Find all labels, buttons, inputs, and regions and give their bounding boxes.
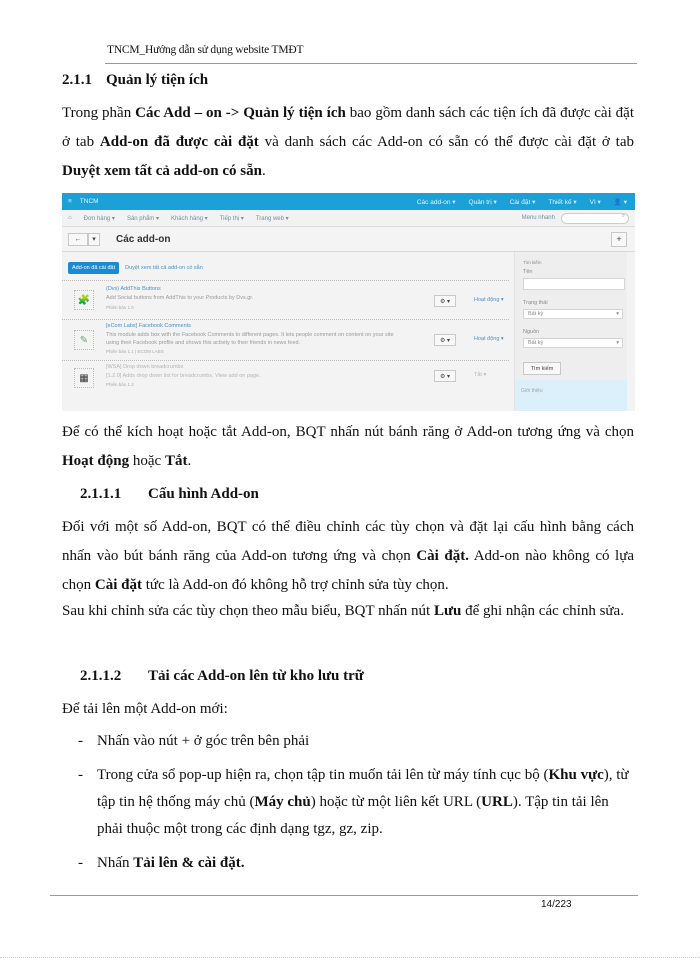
menu-item-marketing[interactable]: Tiếp thị ▾ [219,215,244,222]
status-select[interactable] [523,309,623,319]
source-value: Bất kỳ [528,340,544,346]
pencil-icon: ✎ [74,330,94,350]
text: . [187,453,192,469]
quick-menu-link[interactable]: Menu nhanh [521,215,555,221]
upload-intro: Để tải lên một Add-on mới: [62,701,228,717]
page-edge [0,957,700,958]
status-dropdown[interactable]: Hoạt động ▾ [474,336,504,342]
page-title: Các add-on [116,233,171,245]
text: Để có thể kích hoạt hoặc tắt Add-on, BQT nhấn nút bánh răng ở Add-on tương ứng và chọn [62,424,634,440]
bold-text: Khu vực [548,767,604,783]
bold-text: Duyệt xem tất cả add-on có sẵn [62,163,262,179]
status-dropdown[interactable]: Tắt ▾ [474,372,487,378]
addons-screenshot [62,193,635,411]
source-label: Nguồn [523,329,540,335]
addon-description: [1.2.0] Adds drop down list for breadcrumbs. View add on page. [106,373,261,379]
addon-list [62,280,509,401]
section-heading-2-1-1 [62,72,208,89]
menu-item-website[interactable]: Trang web ▾ [255,215,289,222]
addon-description: This module adds box with the Facebook Comments to different pages. It lets people comment on content on your site using their Facebook profile and shows this activity to their friends in news feed. [106,332,394,346]
text: bao gồm danh sách các tiện ích đã được cài đặt ở tab [62,105,634,150]
quick-search-input[interactable] [561,213,629,224]
toggle-paragraph [62,418,634,476]
name-label: Tên [523,269,533,275]
page-titlebar [62,227,635,252]
addon-row [62,319,509,360]
text: Đối với một số Add-on, BQT có thể điều chỉnh các tùy chọn và đặt lại cấu hình bằng cách nhấn vào bút bánh răng của Add-on tương ứng và chọn [62,519,634,564]
menu-item-orders[interactable]: Đơn hàng ▾ [83,215,115,222]
footer-rule [50,895,638,896]
gear-button[interactable]: ⚙ ▾ [434,370,456,382]
section-title: Cấu hình Add-on [148,486,259,502]
text: ), từ tập tin hệ thống máy chủ ( [97,767,629,810]
topbar-item-design[interactable]: Thiết kế ▾ [548,198,577,206]
section-title: Tải các Add-on lên từ kho lưu trữ [148,668,364,684]
info-label: Giới thiệu [521,388,543,394]
menu-item-products[interactable]: Sản phẩm ▾ [126,215,159,222]
search-sidebar [514,252,627,411]
text: Add-on nào không có lựa chọn [62,548,634,593]
home-icon[interactable]: ⌂ [68,215,72,221]
addons-content [62,252,635,411]
addon-name[interactable]: (Dvs) AddThis Buttons [106,286,161,292]
text: để ghi nhận các chỉnh sửa. [461,603,624,619]
bold-text: Tải lên & cài đặt. [133,855,245,871]
text: hoặc [129,453,165,469]
puzzle-icon: 🧩 [74,290,94,310]
bold-text: URL [481,794,513,810]
menu-item-customers[interactable]: Khách hàng ▾ [170,215,208,222]
search-button[interactable]: Tìm kiếm [523,362,561,375]
intro-paragraph [62,99,634,186]
header-rule [105,63,637,64]
status-dropdown[interactable]: Hoạt động ▾ [474,297,504,303]
breadcrumb-icon: ▦ [74,368,94,388]
text: Sau khi chỉnh sửa các tùy chọn theo mẫu biểu, BQT nhấn nút [62,603,434,619]
bold-text: Hoạt động [62,453,130,469]
section-heading-2-1-1-1 [80,486,259,503]
gear-button[interactable]: ⚙ ▾ [434,295,456,307]
text: tức là Add-on đó không hỗ trợ chỉnh sửa tùy chọn. [142,577,449,593]
topbar-item-addons[interactable]: Các add-on ▾ [416,198,456,206]
bold-text: Cài đặt. [416,548,469,564]
bold-text: Các Add – on -> Quản lý tiện ích [135,105,346,121]
source-select[interactable] [523,338,623,348]
addon-row [62,280,509,319]
text: Nhấn vào nút + ở góc trên bên phải [97,733,310,749]
text: Trong cửa sổ pop-up hiện ra, chọn tập tin muốn tải lên từ máy tính cục bộ ( [97,767,549,783]
text: và danh sách các Add-on có sẵn có thể được cài đặt ở tab [258,134,634,150]
tab-installed-addons[interactable]: Add-on đã cài đặt [68,262,119,274]
config-paragraph [62,513,634,600]
list-item [62,762,634,843]
addon-row [62,360,509,401]
section-title: Quản lý tiện ích [106,72,209,88]
topbar-item-settings[interactable]: Cài đặt ▾ [509,198,536,206]
list-item [62,728,634,755]
back-button[interactable]: ← [68,233,88,246]
list-item [62,850,634,877]
section-number: 2.1.1.2 [80,668,122,684]
name-input[interactable] [523,278,625,290]
store-brand[interactable]: TNCM [79,198,99,205]
text: ) hoặc từ một liên kết URL ( [310,794,482,810]
topbar-item-language[interactable]: VI ▾ [589,198,601,206]
section-heading-2-1-1-2 [80,668,364,685]
text: Nhấn [97,855,134,871]
add-addon-button[interactable]: + [611,232,627,247]
text: . [262,163,266,179]
menu-icon[interactable]: ≡ [68,198,72,205]
bold-text: Add-on đã được cài đặt [99,134,259,150]
search-icon: ⌕ [621,212,625,219]
addon-name[interactable]: [eCom Labs] Facebook Comments [106,323,191,329]
section-number: 2.1.1.1 [80,486,122,502]
sidebar-heading: Tìm kiếm [523,260,542,265]
topbar-item-user[interactable]: 👤 ▾ [613,198,627,206]
section-number: 2.1.1 [62,72,92,88]
upload-steps [62,728,634,884]
status-value: Bất kỳ [528,311,544,317]
bold-text: Cài đặt [94,577,143,593]
addon-version: Phiên bản 1.2 [106,382,134,387]
bold-text: Máy chủ [254,794,311,810]
page-number: 14/223 [541,899,572,910]
addon-version: Phiên bản 1.0 [106,305,134,310]
chevron-down-icon: ▾ [616,311,619,317]
addon-version: Phiên bản 1.1 | ECOM LABS [106,349,164,354]
chevron-down-icon: ▾ [616,340,619,346]
status-label: Trạng thái [523,300,548,306]
bold-text: Tắt [164,453,188,469]
text: ). Tập tin tải lên phải thuộc một trong các định dạng tgz, gz, zip. [97,794,609,837]
bold-text: Lưu [433,603,462,619]
addon-name[interactable]: [WSA] Drop down breadcrumbs [106,364,184,370]
admin-topbar [62,193,635,210]
admin-menubar [62,210,635,227]
gear-button[interactable]: ⚙ ▾ [434,334,456,346]
addon-description: Add Social buttons from AddThis to your Products by Dvs.gr. [106,295,254,301]
text: Trong phần [62,105,136,121]
history-dropdown[interactable]: ▾ [88,233,100,246]
running-header: TNCM_Hướng dẫn sử dụng website TMĐT [107,44,304,56]
topbar-item-admin[interactable]: Quản trị ▾ [468,198,497,206]
save-paragraph [62,597,634,626]
tab-browse-addons[interactable]: Duyệt xem tất cả add-on có sẵn [125,265,203,271]
sidebar-info-box [515,380,627,411]
